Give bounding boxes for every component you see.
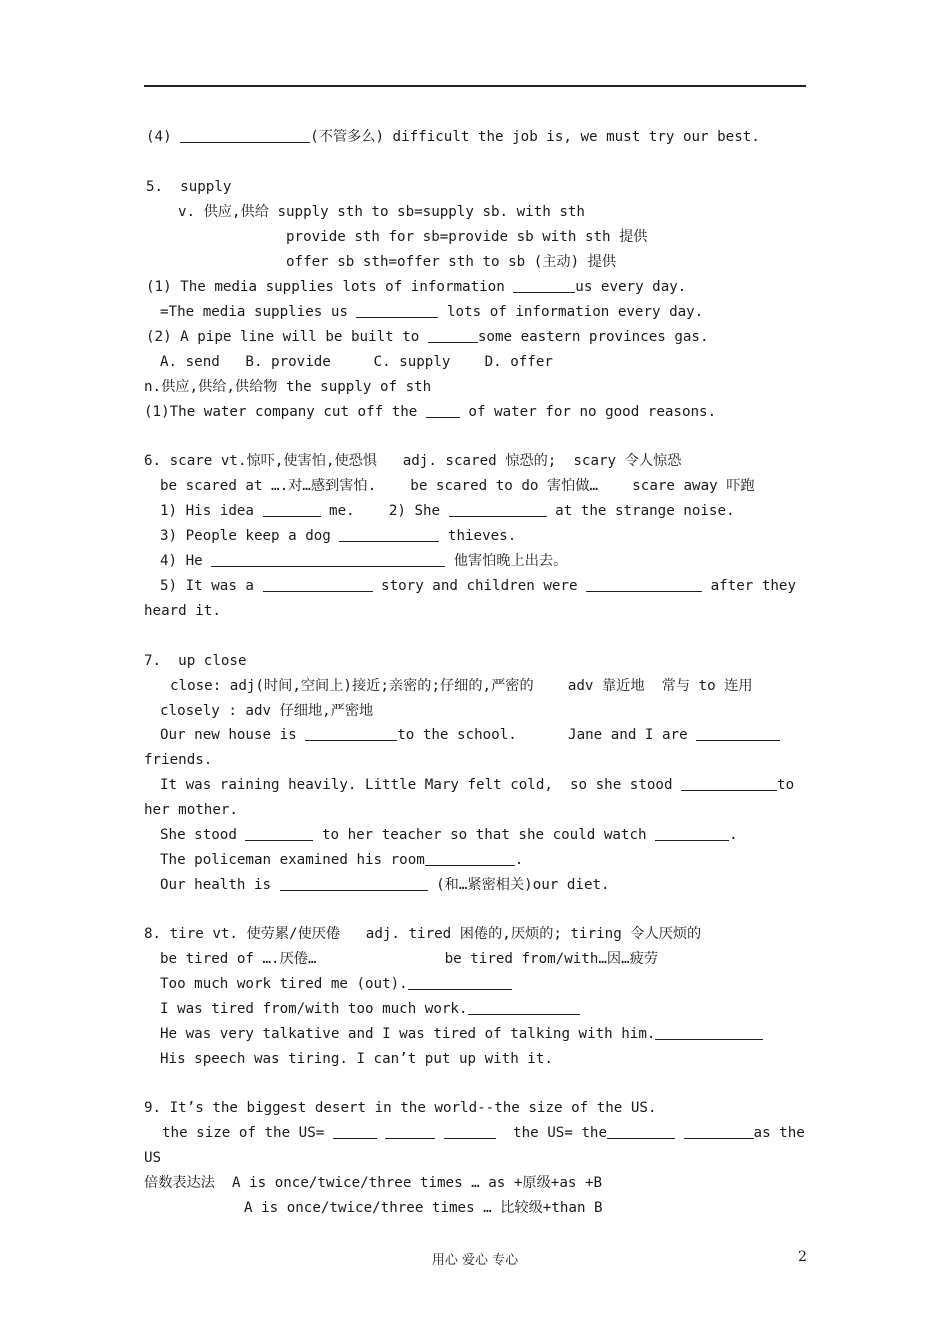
answer-blank[interactable] <box>305 727 397 741</box>
answer-blank[interactable] <box>449 503 547 517</box>
exercise-line: =The media supplies us lots of information every day. <box>160 304 704 320</box>
multiple-expression-rule: 倍数表达法 A is once/twice/three times … as +原级+as +B <box>144 1175 603 1191</box>
section-7-heading: 7. up close <box>144 653 247 669</box>
answer-blank[interactable] <box>425 852 515 866</box>
exercise-line: She stood to her teacher so that she could watch . <box>160 827 738 843</box>
section-5-def-noun: n.供应,供给,供给物 the supply of sth <box>144 379 432 395</box>
answer-blank[interactable] <box>263 578 373 592</box>
item-4-line <box>146 128 760 146</box>
exercise-line: Too much work tired me (out). <box>160 975 512 993</box>
section-7-def-closely: closely : adv 仔细地,严密地 <box>160 703 374 719</box>
exercise-line: Our new house is to the school. Jane and I are <box>160 726 780 744</box>
answer-blank[interactable] <box>385 1125 435 1139</box>
section-6-phrases: be scared at ….对…感到害怕. be scared to do 害怕做… scare away 吓跑 <box>160 478 755 494</box>
answer-blank[interactable] <box>333 1125 377 1139</box>
answer-blank[interactable] <box>211 553 445 567</box>
section-5-def-provide: provide sth for sb=provide sb with sth 提供 <box>286 229 648 245</box>
exercise-line: The policeman examined his room . <box>160 852 524 868</box>
answer-blank[interactable] <box>280 877 428 891</box>
section-8-phrases: be tired of ….厌倦… be tired from/with…因…疲劳 <box>160 951 659 967</box>
answer-blank[interactable] <box>426 404 460 418</box>
exercise-line: (1)The water company cut off the of water for no good reasons. <box>144 404 717 420</box>
exercise-line: 4) He 他害怕晚上出去。 <box>160 553 568 569</box>
answer-blank[interactable] <box>444 1125 496 1139</box>
exercise-line: (1) The media supplies lots of information us every day. <box>146 279 687 295</box>
answer-blank[interactable] <box>468 1001 580 1015</box>
section-5-def-verb: v. 供应,供给 supply sth to sb=supply sb. with sth <box>178 204 585 220</box>
exercise-line-continued: heard it. <box>144 603 221 619</box>
exercise-line-continued: her mother. <box>144 802 238 818</box>
exercise-line: 3) People keep a dog thieves. <box>160 528 517 544</box>
answer-blank[interactable] <box>356 304 438 318</box>
exercise-line: He was very talkative and I was tired of talking with him. <box>160 1025 763 1043</box>
section-9-heading: 9. It’s the biggest desert in the world--the size of the US. <box>144 1100 657 1116</box>
exercise-line: I was tired from/with too much work. <box>160 1000 580 1018</box>
exercise-line-continued: friends. <box>144 752 213 768</box>
item-4-text: (不管多么) difficult the job is, we must try our best. <box>310 129 760 145</box>
answer-blank[interactable] <box>586 578 702 592</box>
choice-options: A. send B. provide C. supply D. offer <box>160 354 553 370</box>
answer-blank[interactable] <box>681 777 777 791</box>
section-8-heading: 8. tire vt. 使劳累/使厌倦 adj. tired 困倦的,厌烦的; tiring 令人厌烦的 <box>144 926 702 942</box>
answer-blank[interactable] <box>513 279 575 293</box>
exercise-line: the size of the US= the US= the as the <box>162 1125 805 1141</box>
answer-blank[interactable] <box>655 1026 763 1040</box>
page-number: 2 <box>798 1249 807 1265</box>
section-5-def-offer: offer sb sth=offer sth to sb (主动) 提供 <box>286 254 617 270</box>
section-5-heading: 5. supply <box>146 179 232 195</box>
exercise-line: (2) A pipe line will be built to some eastern provinces gas. <box>146 329 709 345</box>
answer-blank[interactable] <box>180 129 310 143</box>
exercise-line: It was raining heavily. Little Mary felt cold, so she stood to <box>160 777 795 793</box>
exercise-line: Our health is (和…紧密相关)our diet. <box>160 877 610 893</box>
section-6-heading: 6. scare vt.惊吓,使害怕,使恐惧 adj. scared 惊恐的; scary 令人惊恐 <box>144 453 682 469</box>
answer-blank[interactable] <box>655 827 729 841</box>
exercise-line-continued: US <box>144 1150 162 1166</box>
multiple-expression-rule: A is once/twice/three times … 比较级+than B <box>244 1200 603 1216</box>
example-sentence: His speech was tiring. I can’t put up with it. <box>160 1051 553 1067</box>
exercise-line: 1) His idea me. 2) She at the strange noise. <box>160 503 735 519</box>
answer-blank[interactable] <box>263 503 321 517</box>
answer-blank[interactable] <box>607 1125 675 1139</box>
answer-blank[interactable] <box>408 976 512 990</box>
exercise-line: 5) It was a story and children were after they <box>160 578 797 594</box>
header-rule <box>144 85 806 87</box>
section-7-def-close: close: adj(时间,空间上)接近;亲密的;仔细的,严密的 adv 靠近地 常与 to 连用 <box>170 678 753 694</box>
answer-blank[interactable] <box>684 1125 754 1139</box>
answer-blank[interactable] <box>696 727 780 741</box>
page-footer-motto: 用心 爱心 专心 <box>431 1253 519 1268</box>
answer-blank[interactable] <box>245 827 313 841</box>
answer-blank[interactable] <box>428 329 478 343</box>
answer-blank[interactable] <box>339 528 439 542</box>
item-4-label: (4) <box>146 129 181 145</box>
